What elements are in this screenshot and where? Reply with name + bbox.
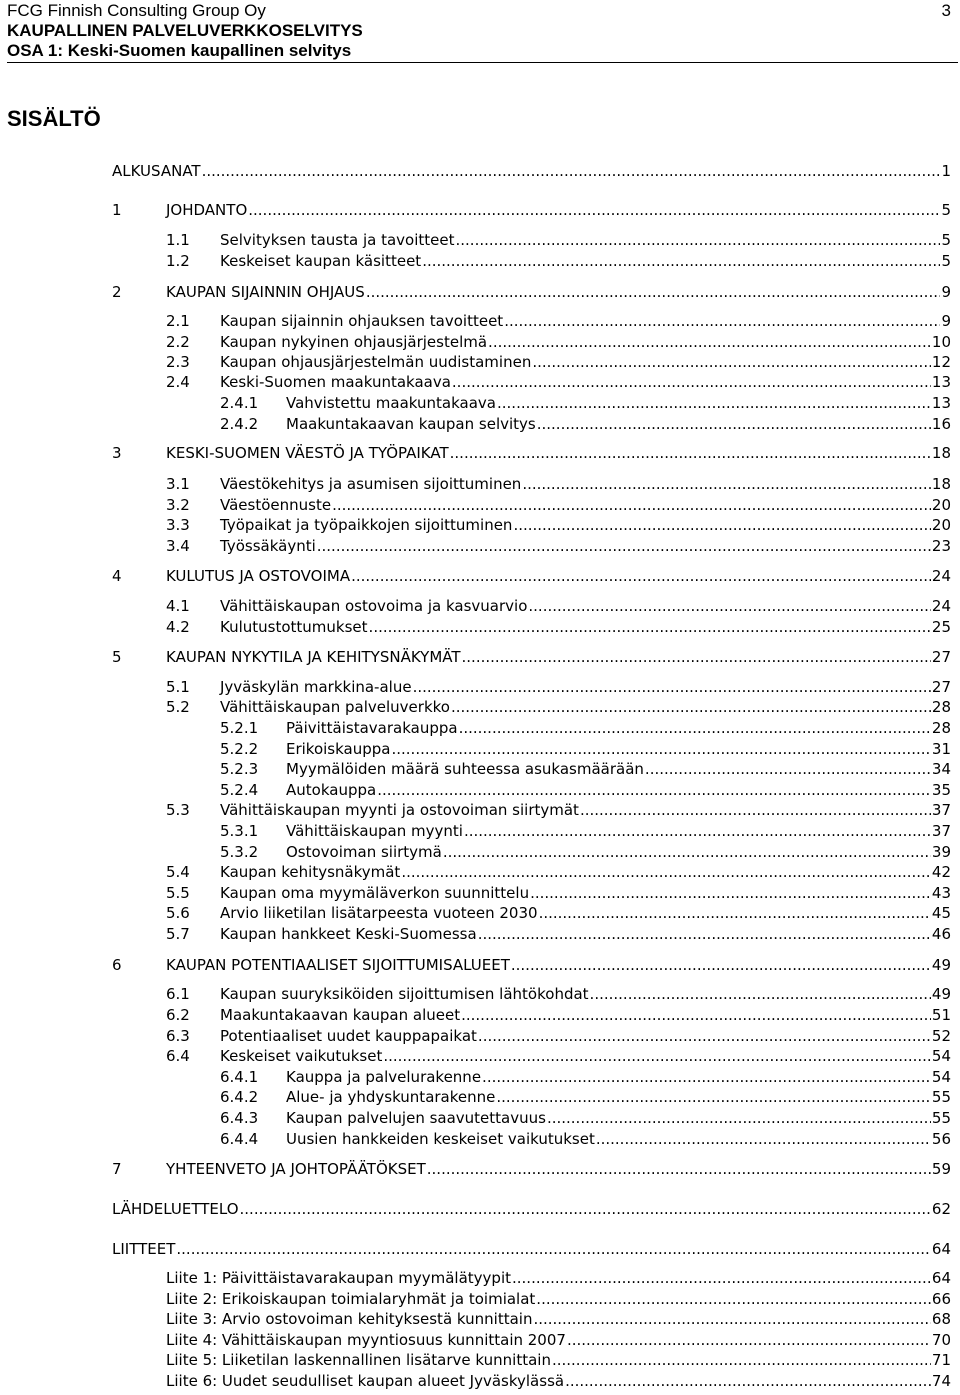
toc-entry-page: 28 (931, 698, 951, 716)
toc-dot-leader (530, 883, 931, 903)
toc-entry-page: 74 (931, 1372, 951, 1390)
toc-entry-title: Selvityksen tausta ja tavoitteet (220, 231, 455, 249)
toc-dot-leader (450, 443, 931, 463)
toc-entry-title: Liite 3: Arvio ostovoiman kehityksestä kunnittain (166, 1310, 533, 1328)
toc-entry-page: 16 (931, 415, 951, 433)
toc-entry-page: 37 (931, 801, 951, 819)
toc-entry[interactable] (166, 495, 951, 515)
toc-entry[interactable] (220, 842, 951, 862)
toc-entry[interactable] (166, 515, 951, 535)
toc-entry-title: Liite 6: Uudet seudulliset kaupan alueet Jyväskylässä (166, 1372, 565, 1390)
toc-entry-page: 37 (931, 822, 951, 840)
toc-entry-page: 25 (931, 618, 951, 636)
toc-entry[interactable] (112, 1199, 951, 1219)
toc-entry-page: 34 (931, 760, 951, 778)
toc-dot-leader (332, 495, 931, 515)
toc-entry-page: 35 (931, 781, 951, 799)
toc-entry-number: 4 (112, 567, 122, 585)
toc-entry-number: 2.2 (166, 333, 190, 351)
toc-entry-number: 3.2 (166, 496, 190, 514)
toc-entry[interactable] (220, 1087, 951, 1107)
toc-entry-number: 1.2 (166, 252, 190, 270)
toc-entry[interactable] (166, 1005, 951, 1025)
toc-entry-title: Keskeiset vaikutukset (220, 1047, 383, 1065)
toc-entry[interactable] (220, 821, 951, 841)
toc-dot-leader (533, 1309, 930, 1329)
toc-entry-title: Väestöennuste (220, 496, 332, 514)
toc-entry-title: Kaupan kehitysnäkymät (220, 863, 401, 881)
toc-entry-page: 46 (931, 925, 951, 943)
toc-entry-title: Kauppa ja palvelurakenne (286, 1068, 482, 1086)
toc-entry-title: LIITTEET (112, 1240, 176, 1258)
toc-entry[interactable] (166, 1330, 951, 1350)
toc-entry-page: 9 (941, 312, 951, 330)
toc-entry[interactable] (166, 251, 951, 271)
toc-entry-page: 39 (931, 843, 951, 861)
toc-dot-leader (528, 596, 931, 616)
toc-dot-leader (391, 739, 930, 759)
toc-entry-page: 13 (931, 373, 951, 391)
toc-entry-page: 20 (931, 516, 951, 534)
toc-entry-title: Kaupan nykyinen ohjausjärjestelmä (220, 333, 488, 351)
toc-entry-title: Kaupan oma myymäläverkon suunnittelu (220, 884, 530, 902)
toc-entry-title: Vähittäiskaupan palveluverkko (220, 698, 450, 716)
toc-dot-leader (383, 1046, 931, 1066)
toc-dot-leader (459, 718, 931, 738)
toc-dot-leader (536, 1289, 931, 1309)
toc-entry-page: 5 (941, 231, 951, 249)
toc-entry[interactable] (112, 443, 951, 463)
toc-entry-page: 71 (931, 1351, 951, 1369)
toc-entry-number: 2.1 (166, 312, 190, 330)
toc-entry[interactable] (166, 1046, 951, 1066)
toc-entry-title: Maakuntakaavan kaupan selvitys (286, 415, 536, 433)
toc-entry[interactable] (220, 414, 951, 434)
toc-entry[interactable] (112, 161, 951, 181)
toc-dot-leader (366, 282, 941, 302)
toc-entry-title: Kaupan ohjausjärjestelmän uudistaminen (220, 353, 532, 371)
toc-entry[interactable] (112, 282, 951, 302)
toc-entry-title: Työpaikat ja työpaikkojen sijoittuminen (220, 516, 513, 534)
toc-dot-leader (512, 1268, 931, 1288)
toc-entry-title: Vahvistettu maakuntakaava (286, 394, 496, 412)
toc-entry-number: 3.1 (166, 475, 190, 493)
toc-dot-leader (504, 311, 940, 331)
toc-entry-number: 2.4.2 (220, 415, 259, 433)
toc-entry-number: 7 (112, 1160, 122, 1178)
toc-dot-leader (513, 515, 930, 535)
toc-entry[interactable] (166, 474, 951, 494)
toc-entry-page: 27 (931, 678, 951, 696)
toc-entry[interactable] (166, 332, 951, 352)
toc-dot-leader (482, 1067, 931, 1087)
toc-dot-leader (202, 161, 941, 181)
toc-entry-number: 5.6 (166, 904, 190, 922)
toc-entry-number: 6.2 (166, 1006, 190, 1024)
toc-dot-leader (451, 697, 931, 717)
toc-entry-number: 6.4.3 (220, 1109, 259, 1127)
toc-entry-page: 23 (931, 537, 951, 555)
toc-entry-number: 6.4.4 (220, 1130, 259, 1148)
toc-entry[interactable] (166, 352, 951, 372)
toc-entry-number: 5.5 (166, 884, 190, 902)
toc-dot-leader (461, 1005, 931, 1025)
toc-dot-leader (452, 372, 931, 392)
toc-entry[interactable] (166, 596, 951, 616)
toc-entry-number: 6.4.2 (220, 1088, 259, 1106)
toc-entry-number: 3.4 (166, 537, 190, 555)
toc-dot-leader (317, 536, 931, 556)
toc-entry-number: 4.1 (166, 597, 190, 615)
toc-entry-page: 1 (941, 162, 951, 180)
toc-dot-leader (413, 677, 931, 697)
toc-entry-page: 66 (931, 1290, 951, 1308)
report-subtitle: OSA 1: Keski-Suomen kaupallinen selvitys (7, 41, 352, 60)
toc-entry-title: Päivittäistavarakauppa (286, 719, 458, 737)
toc-entry-title: Jyväskylän markkina-alue (220, 678, 412, 696)
toc-entry-title: YHTEENVETO JA JOHTOPÄÄTÖKSET (166, 1160, 426, 1178)
toc-dot-leader (464, 821, 931, 841)
toc-entry[interactable] (166, 617, 951, 637)
toc-entry[interactable] (166, 924, 951, 944)
toc-entry[interactable] (220, 1129, 951, 1149)
toc-entry[interactable] (220, 718, 951, 738)
toc-dot-leader (351, 566, 931, 586)
toc-entry-number: 6 (112, 956, 122, 974)
toc-dot-leader (427, 1159, 931, 1179)
toc-entry-page: 5 (941, 252, 951, 270)
toc-entry-page: 43 (931, 884, 951, 902)
toc-entry-number: 2.4 (166, 373, 190, 391)
toc-entry-title: Myymälöiden määrä suhteessa asukasmäärään (286, 760, 644, 778)
toc-entry-title: KESKI-SUOMEN VÄESTÖ JA TYÖPAIKAT (166, 444, 449, 462)
toc-entry-title: Erikoiskauppa (286, 740, 391, 758)
toc-dot-leader (456, 230, 941, 250)
toc-dot-leader (478, 924, 931, 944)
toc-entry-title: Arvio liiketilan lisätarpeesta vuoteen 2030 (220, 904, 538, 922)
toc-entry-page: 45 (931, 904, 951, 922)
toc-entry-page: 28 (931, 719, 951, 737)
toc-dot-leader (240, 1199, 931, 1219)
toc-entry-number: 5.2.4 (220, 781, 259, 799)
toc-entry-page: 68 (931, 1310, 951, 1328)
toc-dot-leader (522, 474, 931, 494)
toc-entry-title: KAUPAN SIJAINNIN OHJAUS (166, 283, 365, 301)
toc-entry-number: 3.3 (166, 516, 190, 534)
toc-entry[interactable] (166, 372, 951, 392)
toc-entry-number: 3 (112, 444, 122, 462)
toc-entry-title: Keski-Suomen maakuntakaava (220, 373, 451, 391)
toc-entry[interactable] (166, 311, 951, 331)
toc-entry-page: 18 (931, 475, 951, 493)
toc-dot-leader (547, 1108, 931, 1128)
toc-entry-number: 5.2.2 (220, 740, 259, 758)
toc-dot-leader (369, 617, 931, 637)
toc-entry-title: Vähittäiskaupan ostovoima ja kasvuarvio (220, 597, 528, 615)
toc-entry[interactable] (112, 647, 951, 667)
toc-entry-title: Potentiaaliset uudet kauppapaikat (220, 1027, 477, 1045)
toc-entry-title: Vähittäiskaupan myynti (286, 822, 463, 840)
toc-entry-title: ALKUSANAT (112, 162, 201, 180)
toc-entry-page: 31 (931, 740, 951, 758)
toc-entry-page: 9 (941, 283, 951, 301)
toc-entry-page: 59 (931, 1160, 951, 1178)
toc-entry[interactable] (166, 1309, 951, 1329)
toc-entry-number: 5.3 (166, 801, 190, 819)
toc-entry-number: 5.7 (166, 925, 190, 943)
toc-entry-number: 5.2.1 (220, 719, 259, 737)
toc-entry-page: 5 (941, 201, 951, 219)
toc-entry-number: 6.4 (166, 1047, 190, 1065)
toc-entry-number: 4.2 (166, 618, 190, 636)
toc-entry-title: Kulutustottumukset (220, 618, 368, 636)
toc-entry[interactable] (220, 739, 951, 759)
toc-entry[interactable] (166, 697, 951, 717)
toc-entry-number: 1 (112, 201, 122, 219)
toc-entry[interactable] (166, 1026, 951, 1046)
toc-dot-leader (565, 1371, 931, 1391)
toc-entry-number: 5.2 (166, 698, 190, 716)
toc-entry-page: 64 (931, 1240, 951, 1258)
toc-entry[interactable] (166, 677, 951, 697)
toc-dot-leader (645, 759, 931, 779)
toc-entry-page: 12 (931, 353, 951, 371)
toc-entry[interactable] (112, 200, 951, 220)
toc-entry-page: 42 (931, 863, 951, 881)
toc-entry-number: 6.1 (166, 985, 190, 1003)
toc-dot-leader (580, 800, 931, 820)
toc-dot-leader (511, 955, 931, 975)
toc-dot-leader (248, 200, 940, 220)
toc-entry[interactable] (112, 1239, 951, 1259)
report-title: KAUPALLINEN PALVELUVERKKOSELVITYS (7, 21, 363, 40)
toc-entry-page: 55 (931, 1088, 951, 1106)
toc-entry[interactable] (220, 759, 951, 779)
toc-dot-leader (478, 1026, 931, 1046)
toc-entry-page: 10 (931, 333, 951, 351)
toc-entry-number: 5.3.1 (220, 822, 259, 840)
toc-entry-page: 24 (931, 567, 951, 585)
toc-entry[interactable] (220, 780, 951, 800)
toc-entry-page: 62 (931, 1200, 951, 1218)
toc-entry-page: 64 (931, 1269, 951, 1287)
toc-entry-title: LÄHDELUETTELO (112, 1200, 239, 1218)
toc-entry-title: Liite 2: Erikoiskaupan toimialaryhmät ja toimialat (166, 1290, 536, 1308)
toc-dot-leader (443, 842, 931, 862)
toc-entry-number: 1.1 (166, 231, 190, 249)
toc-entry-title: KULUTUS JA OSTOVOIMA (166, 567, 351, 585)
toc-entry-number: 5.4 (166, 863, 190, 881)
toc-dot-leader (176, 1239, 931, 1259)
toc-entry-title: Uusien hankkeiden keskeiset vaikutukset (286, 1130, 595, 1148)
toc-entry-title: Liite 5: Liiketilan laskennallinen lisätarve kunnittain (166, 1351, 551, 1369)
toc-entry-title: Keskeiset kaupan käsitteet (220, 252, 422, 270)
toc-dot-leader (590, 984, 931, 1004)
toc-entry[interactable] (220, 1108, 951, 1128)
toc-entry-page: 51 (931, 1006, 951, 1024)
toc-entry-title: Vähittäiskaupan myynti ja ostovoiman siirtymät (220, 801, 579, 819)
toc-dot-leader (462, 647, 931, 667)
toc-entry-title: Työssäkäynti (220, 537, 316, 555)
toc-entry-page: 55 (931, 1109, 951, 1127)
toc-dot-leader (422, 251, 940, 271)
toc-entry-page: 52 (931, 1027, 951, 1045)
toc-dot-leader (532, 352, 931, 372)
toc-entry[interactable] (166, 1371, 951, 1391)
toc-entry-page: 49 (931, 956, 951, 974)
toc-entry[interactable] (112, 1159, 951, 1179)
toc-entry-number: 5 (112, 648, 122, 666)
toc-entry-page: 20 (931, 496, 951, 514)
toc-entry[interactable] (166, 1268, 951, 1288)
toc-entry-page: 24 (931, 597, 951, 615)
toc-entry[interactable] (166, 862, 951, 882)
toc-entry-title: JOHDANTO (166, 201, 248, 219)
toc-entry-title: KAUPAN NYKYTILA JA KEHITYSNÄKYMÄT (166, 648, 461, 666)
toc-entry-title: Kaupan palvelujen saavutettavuus (286, 1109, 546, 1127)
toc-entry-page: 54 (931, 1047, 951, 1065)
toc-entry-title: Kaupan sijainnin ohjauksen tavoitteet (220, 312, 504, 330)
toc-entry-title: Väestökehitys ja asumisen sijoittuminen (220, 475, 522, 493)
toc-entry-title: Kaupan suuryksiköiden sijoittumisen lähtökohdat (220, 985, 589, 1003)
toc-entry-number: 2 (112, 283, 122, 301)
toc-dot-leader (539, 903, 931, 923)
toc-entry[interactable] (112, 955, 951, 975)
toc-entry[interactable] (220, 393, 951, 413)
toc-dot-leader (488, 332, 931, 352)
toc-entry-page: 54 (931, 1068, 951, 1086)
toc-entry-page: 13 (931, 394, 951, 412)
toc-entry-number: 2.3 (166, 353, 190, 371)
toc-entry[interactable] (166, 1350, 951, 1370)
toc-entry[interactable] (166, 800, 951, 820)
toc-entry-title: Kaupan hankkeet Keski-Suomessa (220, 925, 477, 943)
toc-entry[interactable] (166, 883, 951, 903)
toc-entry-title: Ostovoiman siirtymä (286, 843, 442, 861)
toc-dot-leader (496, 1087, 931, 1107)
toc-dot-leader (567, 1330, 931, 1350)
toc-entry-number: 5.1 (166, 678, 190, 696)
toc-entry-number: 5.2.3 (220, 760, 259, 778)
toc-entry-number: 5.3.2 (220, 843, 259, 861)
toc-entry-number: 6.4.1 (220, 1068, 259, 1086)
toc-entry-title: KAUPAN POTENTIAALISET SIJOITTUMISALUEET (166, 956, 510, 974)
toc-entry-number: 2.4.1 (220, 394, 259, 412)
toc-entry-page: 70 (931, 1331, 951, 1349)
toc-entry-page: 27 (931, 648, 951, 666)
toc-entry[interactable] (166, 903, 951, 923)
toc-entry[interactable] (166, 536, 951, 556)
toc-dot-leader (537, 414, 931, 434)
toc-dot-leader (596, 1129, 931, 1149)
page-title: SISÄLTÖ (7, 106, 101, 131)
toc-entry-page: 49 (931, 985, 951, 1003)
toc-entry-title: Alue- ja yhdyskuntarakenne (286, 1088, 496, 1106)
toc-entry[interactable] (166, 230, 951, 250)
toc-entry-title: Autokauppa (286, 781, 377, 799)
company-name: FCG Finnish Consulting Group Oy (7, 1, 266, 20)
toc-entry[interactable] (112, 566, 951, 586)
toc-entry[interactable] (166, 1289, 951, 1309)
toc-dot-leader (377, 780, 931, 800)
toc-entry-page: 56 (931, 1130, 951, 1148)
toc-entry-title: Liite 1: Päivittäistavarakaupan myymälätyypit (166, 1269, 511, 1287)
page-number: 3 (941, 1, 951, 20)
toc-entry-title: Maakuntakaavan kaupan alueet (220, 1006, 461, 1024)
toc-dot-leader (497, 393, 931, 413)
toc-entry-title: Liite 4: Vähittäiskaupan myyntiosuus kunnittain 2007 (166, 1331, 566, 1349)
toc-dot-leader (401, 862, 931, 882)
toc-entry-page: 18 (931, 444, 951, 462)
toc-dot-leader (552, 1350, 931, 1370)
toc-entry-number: 6.3 (166, 1027, 190, 1045)
toc-entry[interactable] (220, 1067, 951, 1087)
toc-entry[interactable] (166, 984, 951, 1004)
